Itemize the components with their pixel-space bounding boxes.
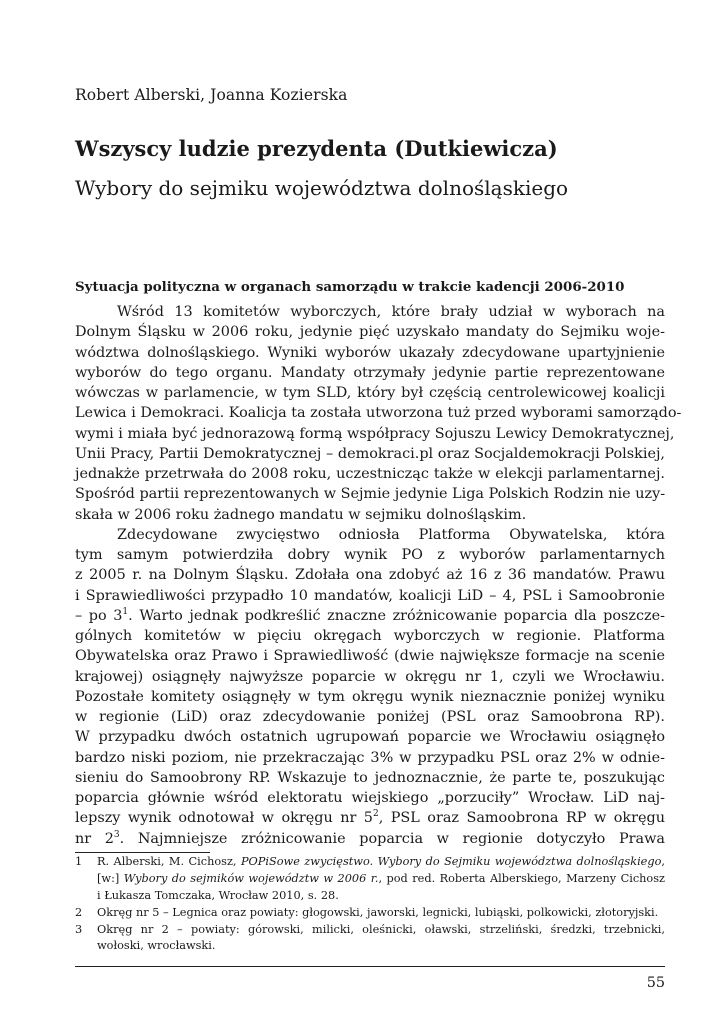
body-line: wództwa dolnośląskiego. Wyniki wyborów ukazały zdecydowane upartyjnienie xyxy=(75,344,665,361)
body-line: Zdecydowane zwycięstwo odniosła Platforma Obywatelska, która xyxy=(117,526,665,543)
footnote-ref: 3 xyxy=(113,829,120,840)
footnote-number: 1 xyxy=(75,855,83,868)
footnotes xyxy=(75,854,665,955)
footnote-line: 2 Okręg nr 5 – Legnica oraz powiaty: głogowski, jaworski, legnicki, lubiąski, polkowicki, złotoryjski. xyxy=(75,905,665,922)
body-line: i Sprawiedliwości przypadło 10 mandatów, koalicji LiD – 4, PSL i Samoobronie xyxy=(75,587,665,604)
body-line: jednakże przetrwała do 2008 roku, uczestnicząc także w elekcji parlamentarnej. xyxy=(75,466,665,482)
body-line: Unii Pracy, Partii Demokratycznej – demokraci.pl oraz Socjaldemokracji Polskiej, xyxy=(75,445,665,462)
body-line: Spośród partii reprezentowanych w Sejmie jedynie Liga Polskich Rodzin nie uzy- xyxy=(75,486,666,503)
footnote-number: 2 xyxy=(75,905,83,919)
page-number: 55 xyxy=(646,975,665,991)
article-title: Wszyscy ludzie prezydenta (Dutkiewicza) xyxy=(75,136,558,161)
body-line: sieniu do Samoobrony RP. Wskazuje to jednoznacznie, że parte te, poszukując xyxy=(75,769,665,786)
body-line: w regionie (LiD) oraz zdecydowanie poniżej (PSL oraz Samoobrona RP). xyxy=(75,709,665,725)
body-line: Obywatelska oraz Prawo i Sprawiedliwość (dwie największe formacje na scenie xyxy=(75,648,665,665)
body-line: tym samym potwierdziła dobry wynik PO z wyborów parlamentarnych xyxy=(75,547,665,563)
body-line: wówczas w parlamencie, w tym SLD, który był częścią centrolewicowej koalicji xyxy=(75,385,665,401)
article-subtitle: Wybory do sejmiku województwa dolnośląskiego xyxy=(75,176,569,200)
footnote-ref: 1 xyxy=(122,606,129,617)
body-line: nr $2^3$. Najmniejsze zróżnicowanie poparcia w regionie dotyczyło Prawa xyxy=(75,829,665,847)
footnote-line: 3 Okręg nr 2 – powiaty: górowski, milicki, oleśnicki, oławski, strzeliński, średzki, trzebnicki, xyxy=(75,922,665,939)
body-line: gólnych komitetów w pięciu okręgach wyborczych w regionie. Platforma xyxy=(75,628,665,644)
footnote-line: i Łukasza Tomczaka, Wrocław 2010, s. 28. xyxy=(97,888,339,902)
footnote-line: 1 R. Alberski, M. Cichosz, POPiSowe zwycięstwo. Wybory do Sejmiku województwa dolnośląskiego, xyxy=(75,854,665,871)
footnote-line: wołoski, wrocławski. xyxy=(97,939,216,953)
body-line: wymi i miała być jednorazową formą współpracy Sojuszu Lewicy Demokratycznej, xyxy=(75,425,675,442)
body-line: krajowej) osiągnęły najwyższe poparcie w okręgu nr 1, czyli we Wrocławiu. xyxy=(75,668,665,685)
body-line: – po $3^1$. Warto jednak podkreślić znaczne zróżnicowanie poparcia dla poszcze- xyxy=(75,606,665,624)
body-line: Lewica i Demokraci. Koalicja ta została utworzona tuż przed wyborami samorządo- xyxy=(75,405,682,422)
body-line: skała w 2006 roku żadnego mandatu w sejmiku dolnośląskim. xyxy=(75,506,527,523)
body-line: Dolnym Śląsku w 2006 roku, jedynie pięć uzyskało mandaty do Sejmiku woje- xyxy=(75,324,665,341)
footnote-number: 3 xyxy=(75,922,83,936)
section-heading: Sytuacja polityczna w organach samorządu w trakcie kadencji 2006-2010 xyxy=(75,279,625,295)
body-line: lepszy wynik odnotował w okręgu nr $5^2$, PSL oraz Samoobrona RP w okręgu xyxy=(75,809,665,827)
authors: Robert Alberski, Joanna Kozierska xyxy=(75,86,348,104)
body-line: z 2005 r. na Dolnym Śląsku. Zdołała ona zdobyć aż 16 z 36 mandatów. Prawu xyxy=(75,567,665,584)
footnote-line: [w:] Wybory do sejmików województw w 2006 r., pod red. Roberta Alberskiego, Marzeny Cichosz xyxy=(97,871,665,885)
body-line: Pozostałe komitety osiągnęły w tym okręgu wynik nieznacznie poniżej wyniku xyxy=(75,688,665,705)
body-line: poparcia głównie wśród elektoratu wiejskiego „porzuciły” Wrocław. LiD naj- xyxy=(75,790,665,806)
bottom-rule xyxy=(75,966,665,967)
footnote-ref: 2 xyxy=(372,809,379,820)
body-line: W przypadku dwóch ostatnich ugrupowań poparcie we Wrocławiu osiągnęło xyxy=(75,729,665,746)
body-line: bardzo niski poziom, nie przekraczając 3% w przypadku PSL oraz 2% w odnie- xyxy=(75,749,665,766)
body-line: Wśród 13 komitetów wyborczych, które brały udział w wyborach na xyxy=(117,304,665,320)
footnote-rule xyxy=(75,852,210,853)
body-text xyxy=(75,302,682,849)
body-line: wyborów do tego organu. Mandaty otrzymały jedynie partie reprezentowane xyxy=(75,364,665,381)
